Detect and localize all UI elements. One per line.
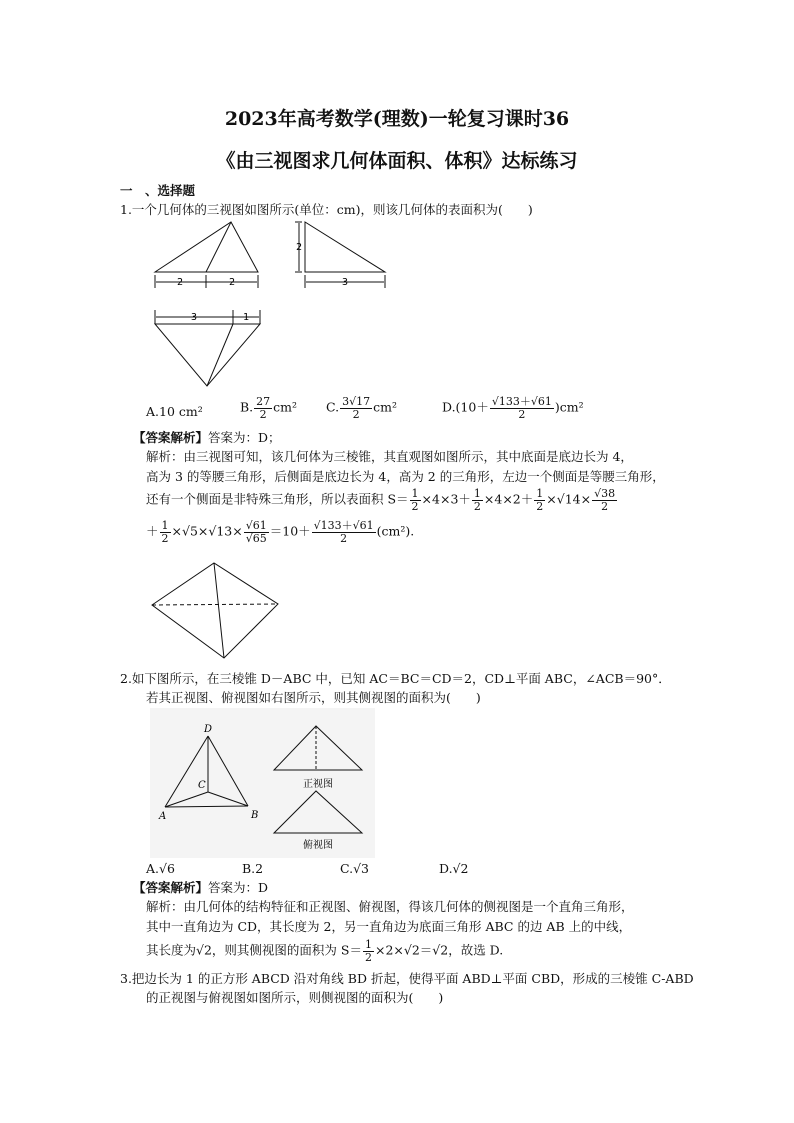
q2-label-c: C bbox=[198, 780, 206, 791]
q2-stem-line1: 2.如下图所示，在三棱锥 D－ABC 中，已知 AC＝BC＝CD＝2，CD⊥平面 ABC，∠ACB＝90°． bbox=[120, 671, 671, 686]
q1-side-view bbox=[290, 220, 390, 295]
q2-exp-line3: 其长度为√2，则其侧视图的面积为 S＝ $\frac{1}{2}$ ×2×√2＝√2，故选 D. bbox=[146, 938, 504, 964]
q2-label-a: A bbox=[159, 811, 167, 822]
section-heading: 一 、选择题 bbox=[120, 183, 196, 198]
q1-dim-t1: 3 bbox=[190, 312, 198, 323]
q2-option-b: B.2 bbox=[242, 861, 264, 876]
q1-exp-line3: 还有一个侧面是非特殊三角形，所以表面积 S＝ $\frac{1}{2}$ ×4×3＋ $\frac{1}{2}$ ×4×2＋ $\frac{1}{2}$ ×√14× $\frac{√38}{2}$ bbox=[146, 487, 616, 513]
q2-option-a: A.√6 bbox=[146, 861, 175, 876]
q1-dim-b: 2 bbox=[228, 277, 236, 288]
q2-option-c: C.√3 bbox=[340, 861, 370, 876]
q2-exp-line1: 解析：由几何体的结构特征和正视图、俯视图，得该几何体的侧视图是一个直角三角形， bbox=[146, 899, 634, 914]
q2-exp-line2: 其中一直角边为 CD，其长度为 2，另一直角边为底面三角形 ABC 的边 AB 上的中线， bbox=[146, 919, 632, 934]
q2-stem-line2: 若其正视图、俯视图如右图所示，则其侧视图的面积为( ) bbox=[146, 690, 481, 705]
q1-answer: 【答案解析】答案为：D； bbox=[133, 430, 281, 445]
q1-option-c: C. $\frac{3√17}{2}$ cm² bbox=[326, 395, 397, 421]
q1-option-d: D.(10＋ $\frac{√133+√61}{2}$ )cm² bbox=[442, 395, 584, 421]
q3-stem-line1: 3.把边长为 1 的正方形 ABCD 沿对角线 BD 折起，使得平面 ABD⊥平面 CBD，形成的三棱锥 C-ABD bbox=[120, 971, 694, 986]
q1-option-a: A.10 cm² bbox=[146, 404, 203, 419]
page-title: 2023年高考数学(理数)一轮复习课时36 bbox=[224, 108, 570, 130]
q1-stem: 1.一个几何体的三视图如图所示(单位：cm)，则该几何体的表面积为( ) bbox=[120, 202, 533, 217]
q1-option-b: B. $\frac{27}{2}$ cm² bbox=[240, 395, 298, 421]
q1-dim-t2: 1 bbox=[242, 312, 250, 323]
q2-label-d: D bbox=[203, 724, 213, 735]
q2-figure bbox=[150, 708, 375, 858]
q1-dim-a: 2 bbox=[176, 277, 184, 288]
q1-dim-h: 2 bbox=[295, 242, 303, 253]
q3-stem-line2: 的正视图与俯视图如图所示，则侧视图的面积为( ) bbox=[146, 990, 444, 1005]
q2-label-b: B bbox=[251, 810, 259, 821]
q1-top-view bbox=[150, 308, 265, 390]
q2-answer: 【答案解析】答案为：D bbox=[133, 880, 269, 895]
q1-exp-line1: 解析：由三视图可知，该几何体为三棱锥，其直观图如图所示，其中底面是底边长为 4， bbox=[146, 449, 633, 464]
q2-front-view-label: 正视图 bbox=[303, 779, 333, 790]
q1-solid-diagram bbox=[145, 558, 285, 663]
q1-exp-line4: ＋ $\frac{1}{2}$ ×√5×√13× $\frac{√61}{√65}$ ＝10＋ $\frac{√133+√61}{2}$ (cm²). bbox=[146, 519, 415, 545]
q2-top-view-label: 俯视图 bbox=[303, 840, 333, 851]
q1-exp-line2: 高为 3 的等腰三角形，后侧面是底边长为 4，高为 2 的三角形，左边一个侧面是等腰三角形， bbox=[146, 469, 665, 484]
page-subtitle: 《由三视图求几何体面积、体积》达标练习 bbox=[216, 150, 578, 172]
q1-front-view bbox=[150, 220, 265, 295]
q2-option-d: D.√2 bbox=[439, 861, 469, 876]
q1-dim-w: 3 bbox=[341, 277, 349, 288]
